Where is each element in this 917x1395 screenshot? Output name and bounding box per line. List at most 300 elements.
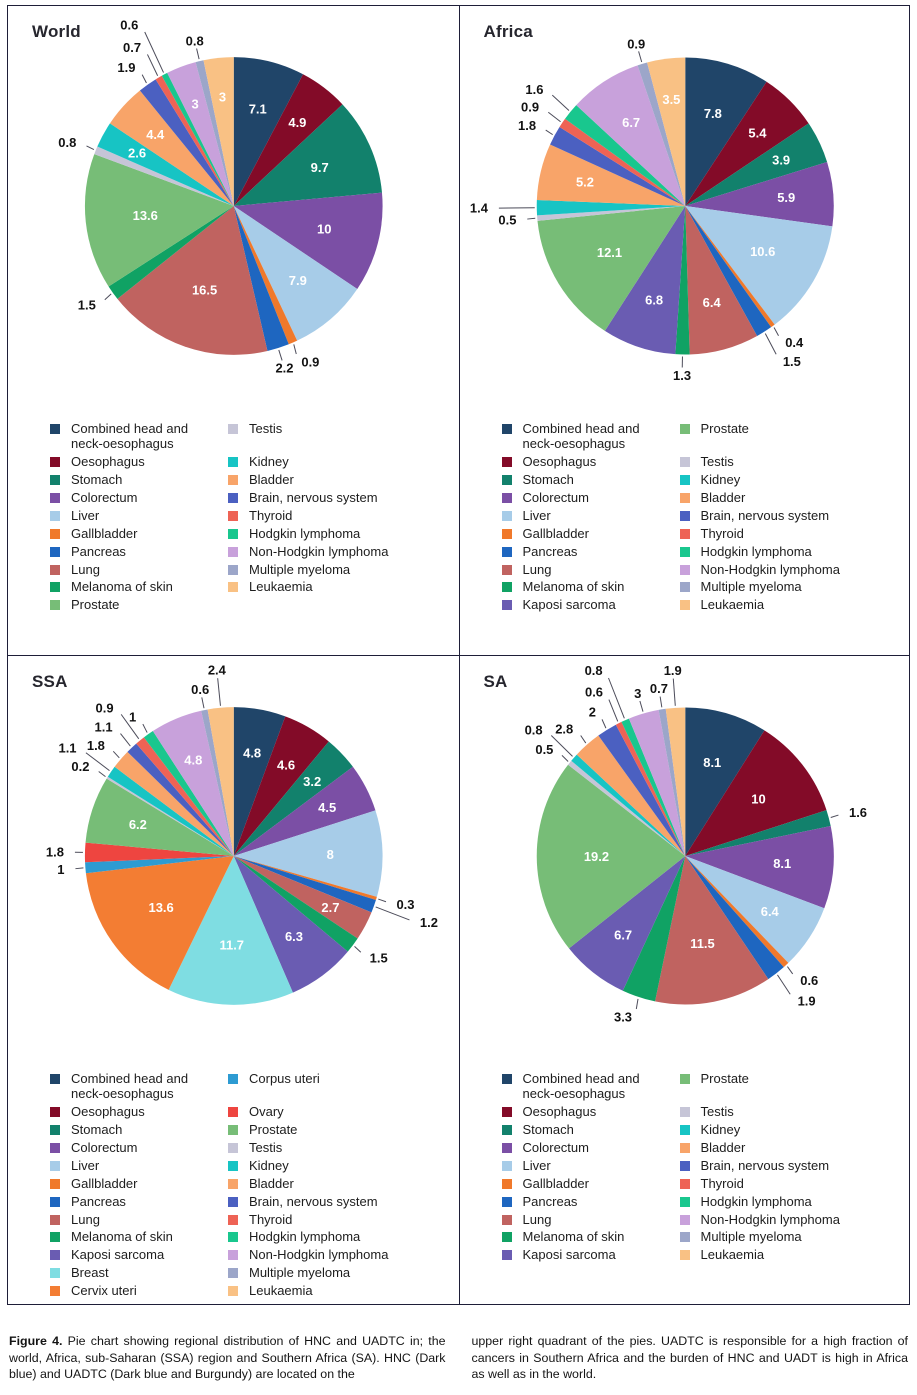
legend-item [680,1195,910,1210]
slice-value-label: 4.6 [277,758,295,773]
legend-swatch [50,1179,60,1189]
label-leader-line [202,697,204,708]
slice-value-label: 0.8 [58,135,76,150]
label-leader-line [636,999,638,1009]
panel-world [7,5,459,655]
legend-swatch [50,1074,60,1084]
legend-label: Kidney [701,473,741,488]
legend-label: Kaposi sarcoma [71,1248,164,1263]
legend-item [50,1123,228,1138]
label-leader-line [774,328,778,336]
legend-label: Cervix uteri [71,1284,137,1299]
label-leader-line [608,678,624,718]
label-leader-line [86,753,110,771]
legend-item [228,1213,459,1228]
legend-swatch [228,529,238,539]
slice-value-label: 1.1 [95,720,113,735]
slice-value-label: 5.4 [748,126,767,141]
legend-label: Kidney [249,455,289,470]
legend-item [50,1072,228,1102]
legend-swatch [680,600,690,610]
legend-item [680,598,910,613]
slice-value-label: 0.9 [627,36,645,51]
legend-swatch [50,475,60,485]
label-leader-line [279,350,282,360]
slice-value-label: 6.7 [622,115,640,130]
slice-value-label: 1 [57,862,64,877]
caption-left-column [9,1333,446,1383]
slice-value-label: 1.3 [673,368,691,383]
legend-swatch [680,582,690,592]
slice-value-label: 0.5 [535,742,553,757]
pie-grid [7,5,910,1305]
label-leader-line [673,679,675,706]
legend-label: Multiple myeloma [701,1230,802,1245]
slice-value-label: 3 [634,686,641,701]
legend-item [680,527,910,542]
legend-label: Prostate [249,1123,297,1138]
legend-item [680,491,910,506]
legend-item [228,1284,459,1299]
slice-value-label: 1.9 [117,60,135,75]
legend-item [502,422,680,452]
legend-swatch [502,565,512,575]
legend-item [502,1123,680,1138]
legend-label: Colorectum [71,491,137,506]
legend-item [228,491,459,506]
legend-item [680,545,910,560]
chart-title-ssa: SSA [32,672,68,692]
slice-value-label: 16.5 [192,283,217,298]
legend-label: Liver [523,509,551,524]
legend-item [228,1230,459,1245]
legend-swatch [228,1286,238,1296]
label-leader-line [777,975,790,994]
slice-value-label: 0.2 [71,759,89,774]
label-leader-line [355,946,361,952]
legend-swatch [502,1074,512,1084]
legend-label: Brain, nervous system [249,1195,378,1210]
label-leader-line [638,51,641,62]
slice-value-label: 10.6 [750,244,775,259]
slice-value-label: 6.8 [645,293,663,308]
label-leader-line [548,112,560,122]
legend-swatch [502,1179,512,1189]
legend-label: Non-Hodgkin lymphoma [249,545,388,560]
slice-value-label: 7.9 [289,273,307,288]
legend-swatch [502,1250,512,1260]
slice-value-label: 2.4 [208,663,227,678]
label-leader-line [608,700,617,722]
slice-value-label: 10 [317,222,331,237]
legend-item [228,580,459,595]
legend-swatch [680,547,690,557]
slice-value-label: 0.6 [800,973,818,988]
legend-label: Corpus uteri [249,1072,320,1087]
label-leader-line [218,678,221,706]
legend-item [502,1159,680,1174]
slice-value-label: 6.4 [702,295,721,310]
legend-swatch [502,1107,512,1117]
legend-item [680,1072,910,1102]
legend-item [228,563,459,578]
slice-value-label: 1.2 [420,915,438,930]
slice-value-label: 3 [191,96,198,111]
legend-label: Stomach [71,473,122,488]
slice-value-label: 13.6 [149,900,174,915]
legend-item [228,1105,459,1120]
legend-swatch [228,547,238,557]
slice-value-label: 11.5 [690,936,714,951]
legend-label: Gallbladder [71,527,138,542]
legend-item [502,1177,680,1192]
slice-value-label: 19.2 [583,849,608,864]
legend-label: Combined head and neck-oesophagus [71,1072,197,1102]
slice-value-label: 7.1 [249,101,267,116]
legend-label: Combined head and neck-oesophagus [523,422,649,452]
panel-ssa [7,655,459,1305]
legend-label: Brain, nervous system [249,491,378,506]
legend-item [680,1141,910,1156]
legend-item [50,1213,228,1228]
caption-figure-label: Figure 4. [9,1334,62,1348]
legend-item [50,491,228,506]
legend-swatch [50,1125,60,1135]
legend-item [680,455,910,470]
legend-item [502,1195,680,1210]
legend-label: Melanoma of skin [523,1230,625,1245]
legend-label: Lung [71,1213,100,1228]
legend-item [502,473,680,488]
legend-item [680,563,910,578]
legend-label: Pancreas [71,1195,126,1210]
slice-value-label: 3.5 [662,92,680,107]
legend-swatch [680,565,690,575]
label-leader-line [99,771,106,776]
legend-swatch [50,1232,60,1242]
legend-item [502,509,680,524]
label-leader-line [378,899,386,902]
slice-value-label: 1.8 [518,118,536,133]
legend-label: Thyroid [249,509,292,524]
slice-value-label: 1.5 [370,950,388,965]
legend-label: Stomach [523,473,574,488]
legend-item [502,1248,680,1263]
slice-value-label: 0.7 [123,40,141,55]
slice-value-label: 10 [751,791,765,806]
legend-swatch [50,457,60,467]
legend-item [502,563,680,578]
legend-item [228,1123,459,1138]
label-leader-line [545,130,552,135]
slice-value-label: 2.8 [555,721,573,736]
legend-label: Pancreas [71,545,126,560]
legend-swatch [502,1232,512,1242]
legend-item [680,473,910,488]
slice-value-label: 0.8 [186,33,204,48]
panel-africa [459,5,911,655]
legend-swatch [228,1074,238,1084]
slice-value-label: 4.9 [288,115,306,130]
legend-swatch [680,1143,690,1153]
legend-swatch [502,493,512,503]
legend-item [228,1266,459,1281]
legend-label: Pancreas [523,545,578,560]
legend-swatch [50,600,60,610]
legend-label: Brain, nervous system [701,1159,830,1174]
legend-swatch [502,600,512,610]
legend-label: Leukaemia [249,580,313,595]
legend-item [502,580,680,595]
legend-swatch [680,1250,690,1260]
legend-item [228,1177,459,1192]
legend-swatch [502,1161,512,1171]
legend-item [502,527,680,542]
legend-item [680,509,910,524]
legend-label: Bladder [701,491,746,506]
legend-swatch [680,457,690,467]
slice-value-label: 0.9 [521,100,539,115]
legend-swatch [680,1197,690,1207]
legend-item [502,491,680,506]
legend-label: Stomach [71,1123,122,1138]
legend-swatch [680,1107,690,1117]
chart-title-world: World [32,22,81,42]
legend-label: Bladder [249,473,294,488]
legend-swatch [680,1125,690,1135]
slice-value-label: 1.8 [46,844,64,859]
legend-item [50,598,228,613]
legend-world [8,422,459,613]
legend-item [50,509,228,524]
slice-value-label: 0.6 [191,682,209,697]
legend-label: Gallbladder [523,527,590,542]
legend-label: Thyroid [701,1177,744,1192]
legend-swatch [680,475,690,485]
legend-item [50,1195,228,1210]
legend-label: Prostate [701,1072,749,1087]
legend-label: Multiple myeloma [701,580,802,595]
legend-label: Kaposi sarcoma [523,598,616,613]
legend-item [228,455,459,470]
legend-label: Liver [71,509,99,524]
legend-label: Thyroid [701,527,744,542]
label-leader-line [602,719,606,728]
legend-swatch [228,1232,238,1242]
legend-item [228,1159,459,1174]
legend-swatch [50,547,60,557]
legend-swatch [680,1161,690,1171]
caption-right-column: upper right quadrant of the pies. UADTC is responsible for a high fraction of cancers in Southern Africa and the burden of HNC and UADT is high in Africa as well as in the world. [472,1333,909,1383]
legend-swatch [228,582,238,592]
label-leader-line [143,724,147,732]
legend-label: Oesophagus [71,455,145,470]
slice-value-label: 13.6 [133,208,158,223]
label-leader-line [197,48,199,59]
legend-swatch [50,1250,60,1260]
legend-item [502,598,680,613]
slice-value-label: 3 [219,90,226,105]
slice-value-label: 9.7 [311,160,329,175]
label-leader-line [639,701,642,712]
legend-swatch [502,457,512,467]
legend-swatch [502,475,512,485]
legend-item [502,1072,680,1102]
legend-label: Combined head and neck-oesophagus [71,422,197,452]
legend-label: Melanoma of skin [523,580,625,595]
legend-label: Oesophagus [71,1105,145,1120]
legend-swatch [50,1161,60,1171]
slice-value-label: 0.9 [96,700,114,715]
slice-value-label: 4.5 [318,800,336,815]
legend-label: Lung [523,1213,552,1228]
legend-item [228,527,459,542]
legend-item [50,1105,228,1120]
slice-value-label: 6.2 [129,817,147,832]
slice-value-label: 2.7 [321,900,339,915]
legend-label: Bladder [249,1177,294,1192]
label-leader-line [87,146,94,150]
legend-swatch [502,424,512,434]
pie-chart-ssa [8,658,459,1058]
legend-ssa [8,1072,459,1299]
legend-item [228,545,459,560]
legend-swatch [50,1286,60,1296]
slice-value-label: 8.1 [773,856,791,871]
label-leader-line [75,868,83,869]
label-leader-line [120,734,130,747]
legend-item [502,545,680,560]
slice-value-label: 5.9 [777,190,795,205]
chart-title-sa: SA [484,672,508,692]
legend-label: Non-Hodgkin lymphoma [701,1213,840,1228]
slice-value-label: 0.6 [585,685,603,700]
legend-swatch [50,1215,60,1225]
legend-swatch [228,1197,238,1207]
legend-label: Leukaemia [701,1248,765,1263]
legend-label: Lung [523,563,552,578]
legend-swatch [228,457,238,467]
legend-item [50,422,228,452]
legend-label: Kidney [701,1123,741,1138]
legend-label: Bladder [701,1141,746,1156]
legend-item [228,1072,459,1102]
label-leader-line [787,967,792,974]
panel-sa [459,655,911,1305]
label-leader-line [145,32,164,73]
slice-value-label: 2 [588,705,595,720]
pie-chart-sa [460,658,910,1058]
slice-value-label: 3.2 [303,774,321,789]
slice-value-label: 4.4 [146,127,165,142]
legend-swatch [680,529,690,539]
legend-label: Leukaemia [701,598,765,613]
legend-item [680,580,910,595]
slice-value-label: 5.2 [575,175,593,190]
legend-swatch [228,493,238,503]
slice-value-label: 1.5 [782,354,800,369]
legend-label: Leukaemia [249,1284,313,1299]
legend-swatch [502,582,512,592]
legend-swatch [502,529,512,539]
legend-label: Hodgkin lymphoma [701,1195,812,1210]
slice-value-label: 0.8 [524,722,542,737]
legend-item [680,1159,910,1174]
legend-swatch [50,511,60,521]
legend-swatch [228,511,238,521]
legend-item [50,1141,228,1156]
legend-item [680,1105,910,1120]
legend-label: Prostate [701,422,749,437]
legend-label: Pancreas [523,1195,578,1210]
legend-swatch [680,1215,690,1225]
legend-swatch [680,1179,690,1189]
slice-value-label: 6.7 [614,927,632,942]
slice-value-label: 8 [327,847,334,862]
legend-sa [460,1072,910,1263]
legend-label: Kidney [249,1159,289,1174]
legend-item [502,1105,680,1120]
legend-label: Hodgkin lymphoma [249,527,360,542]
legend-label: Liver [523,1159,551,1174]
legend-label: Stomach [523,1123,574,1138]
legend-label: Prostate [71,598,119,613]
slice-value-label: 1.9 [663,663,681,678]
slice-value-label: 1.1 [58,740,76,755]
legend-swatch [50,565,60,575]
legend-item [502,1213,680,1228]
label-leader-line [113,751,119,757]
legend-swatch [50,1107,60,1117]
legend-item [228,1141,459,1156]
legend-item [50,563,228,578]
legend-item [680,1248,910,1263]
slice-value-label: 1.5 [78,297,96,312]
slice-value-label: 0.3 [396,897,414,912]
slice-value-label: 2.2 [275,361,293,376]
legend-swatch [50,424,60,434]
slice-value-label: 11.7 [219,937,244,952]
legend-item [502,1141,680,1156]
legend-item [50,580,228,595]
legend-label: Non-Hodgkin lymphoma [701,563,840,578]
legend-swatch [680,493,690,503]
legend-label: Breast [71,1266,109,1281]
legend-swatch [228,1143,238,1153]
legend-item [50,473,228,488]
legend-label: Testis [701,455,734,470]
legend-label: Non-Hodgkin lymphoma [249,1248,388,1263]
legend-item [50,1177,228,1192]
legend-label: Kaposi sarcoma [523,1248,616,1263]
slice-value-label: 1.6 [849,805,867,820]
legend-item [228,1195,459,1210]
legend-label: Colorectum [523,1141,589,1156]
legend-item [50,1159,228,1174]
label-leader-line [105,294,111,300]
legend-swatch [228,475,238,485]
legend-label: Thyroid [249,1213,292,1228]
legend-swatch [228,1107,238,1117]
slice-value-label: 1.4 [469,201,488,216]
legend-swatch [50,1143,60,1153]
legend-swatch [50,1268,60,1278]
legend-label: Melanoma of skin [71,580,173,595]
legend-label: Testis [701,1105,734,1120]
legend-swatch [502,1125,512,1135]
slice-value-label: 1.9 [797,993,815,1008]
slice-value-label: 4.8 [184,752,202,767]
